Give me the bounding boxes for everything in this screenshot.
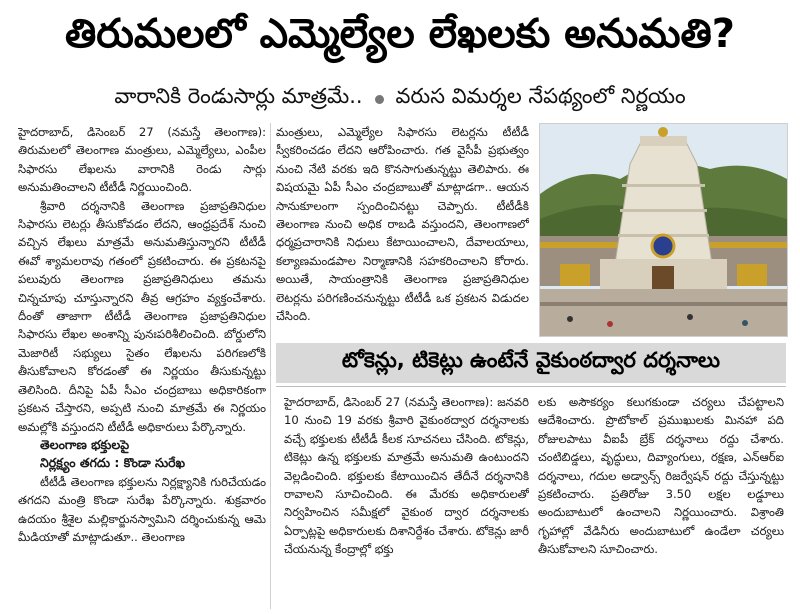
tirumala-temple-photo: [539, 123, 788, 337]
article-col2-text: మంత్రులు, ఎమ్మెల్యేల సిఫారసు లెటర్లను టీటీడీ స్వీకరించడం లేదని ఆరోపించారు. గత వైసీపీ ప్రభుత్వం నుంచి నేటి వరకు ఇది కొనసాగుతున్నట్టు తెలిపారు. ఈ విషయమై ఏపీ సీఎం చంద్రబాబుతో మాట్లాడగా.. ఆయన సానుకూలంగా స్పందించినట్టు చెప్పారు. టీటీడీకి తెలంగాణ నుంచి అధిక రాబడి వస్తుందని, తెలంగాణలో ధర్మప్రచారానికి నిధులు కేటాయించాలని, దేవాలయాలు, కల్యాణమండపాల నిర్మాణానికి సహకరించాలని కోరారు. అయితే, సాయంత్రానికి తెలంగాణ ప్రజాప్రతినిధుల లెటర్లను పరిగణించనున్నట్టు టీటీడీ ఒక ప్రకటన విడుదల చేసింది.: [276, 125, 529, 324]
article-para-1: హైదరాబాద్, డిసెంబర్ 27 (నమస్తే తెలంగాణ): తిరుమలలో తెలంగాణ మంత్రులు, ఎమ్మెల్యేలు, ఎంపీల సిఫారసు లేఖలను వారానికి రెండు సార్లు అనుమతించాలని టీటీడీ నిర్ణయించింది.: [18, 125, 266, 195]
column-divider: [270, 123, 271, 609]
article-column-1: [18, 123, 266, 609]
headline: తిరుమలలో ఎమ్మెల్యేల లేఖలకు అనుమతి?: [64, 11, 736, 57]
subheadline-part1: వారానికి రెండుసార్లు మాత్రమే..: [114, 84, 363, 108]
box-headline: టోకెన్లు, టికెట్లు ఉంటేనే వైకుంఠద్వార దర్శనాలు: [276, 343, 786, 383]
article-para-2: శ్రీవారి దర్శనానికి తెలంగాణ ప్రజాప్రతినిధుల సిఫారసు లెటర్లు తీసుకోవడం లేదని, ఆంధ్రప్రదేశ్ నుంచి వచ్చిన లేఖలు మాత్రమే అనుమతిస్తున్నారని టీటీడీ ఈవో శ్యామలరావు గతంలో ప్రకటించారు. ఈ ప్రకటనపై పలువురు తెలంగాణ ప్రజాప్రతినిధులు తమను చిన్నచూపు చూస్తున్నారని తీవ్ర ఆగ్రహం వ్యక్తంచేశారు. దీంతో తాజాగా టీటీడీ తెలంగాణ ప్రజాప్రతినిధుల సిఫారసు లేఖల అంశాన్ని పునఃపరిశీలించింది. బోర్డులోని మెజారిటీ సభ్యులు సైతం లేఖలను పరిగణలోకి తీసుకోవాలని కోరడంతో ఈ నిర్ణయం తీసుకున్నట్టు తెలిసింది. దీనిపై ఏపీ సీఎం చంద్రబాబు అధికారికంగా ప్రకటన చేస్తారని, అప్పటి నుంచి మాత్రమే ఈ నిర్ణయం అమల్లోకి వస్తుందని టీటీడీ అధికారులు పేర్కొన్నారు.: [18, 198, 266, 434]
box-col2-text: లకు అసౌకర్యం కలుగకుండా చర్యలు చేపట్టాలని ఆదేశించారు. ప్రొటోకాల్ ప్రముఖులకు మినహా పది రోజులపాటు వీఐపీ బ్రేక్ దర్శనాలు రద్దు చేశారు. చంటిబిడ్డలు, వృద్ధులు, దివ్యాంగులు, రక్షణ, ఎన్ఆర్ఐ దర్శనాలు, గదుల అడ్వాన్స్ రిజర్వేషన్ రద్దు చేస్తున్నట్టు ప్రకటించారు. ప్రతిరోజు 3.50 లక్షల లడ్డూలు అందుబాటులో ఉంచాలని నిర్ణయించారు. విశ్రాంతి గృహాల్లో వేడినీరు అందుబాటులో ఉండేలా చర్యలు తీసుకోవాలని సూచించారు.: [538, 395, 784, 557]
bullet-dot-icon: [375, 95, 384, 104]
subheadline: [0, 82, 800, 116]
subheadline-part2: వరుస విమర్శల నేపథ్యంలో నిర్ణయం: [395, 84, 686, 108]
box-column-1: [284, 393, 529, 605]
temple-gopuram-icon: [540, 124, 787, 336]
article-subheading-2: నిర్లక్ష్యం తగదు : కొండా సురేఖ: [40, 455, 186, 471]
article-subheading-1: తెలంగాణ భక్తులపై: [40, 436, 130, 452]
article-para-3: టీటీడీ తెలంగాణ భక్తులను నిర్లక్ష్యానికి గురిచేయడం తగదని మంత్రి కొండా సురేఖ పేర్కొన్నారు. శుక్రవారం ఉదయం శ్రీశైల మల్లికార్జునస్వామిని దర్శించుకున్న ఆమె మీడియాతో మాట్లాడుతూ.. తెలంగాణ: [18, 474, 266, 544]
box-column-2: [538, 393, 784, 605]
box-divider: [276, 386, 786, 387]
article-column-2: [276, 123, 529, 335]
box-col1-text: హైదరాబాద్, డిసెంబర్ 27 (నమస్తే తెలంగాణ): జనవరి 10 నుంచి 19 వరకు శ్రీవారి వైకుంఠద్వార దర్శనాలకు వచ్చే భక్తులకు టీటీడీ కీలక సూచనలు చేసింది. టోకెన్లు, టికెట్లు ఉన్న భక్తులకు మాత్రమే అనుమతి ఉంటుందని వెల్లడించింది. భక్తులకు కేటాయించిన తేదీనే దర్శనానికి రావాలని సూచించింది. ఈ మేరకు అధికారులతో నిర్వహించిన సమీక్షలో వైకుంఠ ద్వార దర్శనాలకు ఏర్పాట్లపై అధికారులకు దిశానిర్దేశం చేశారు. టోకెన్లు జారీ చేయనున్న కేంద్రాల్లో భక్తు: [284, 395, 529, 557]
